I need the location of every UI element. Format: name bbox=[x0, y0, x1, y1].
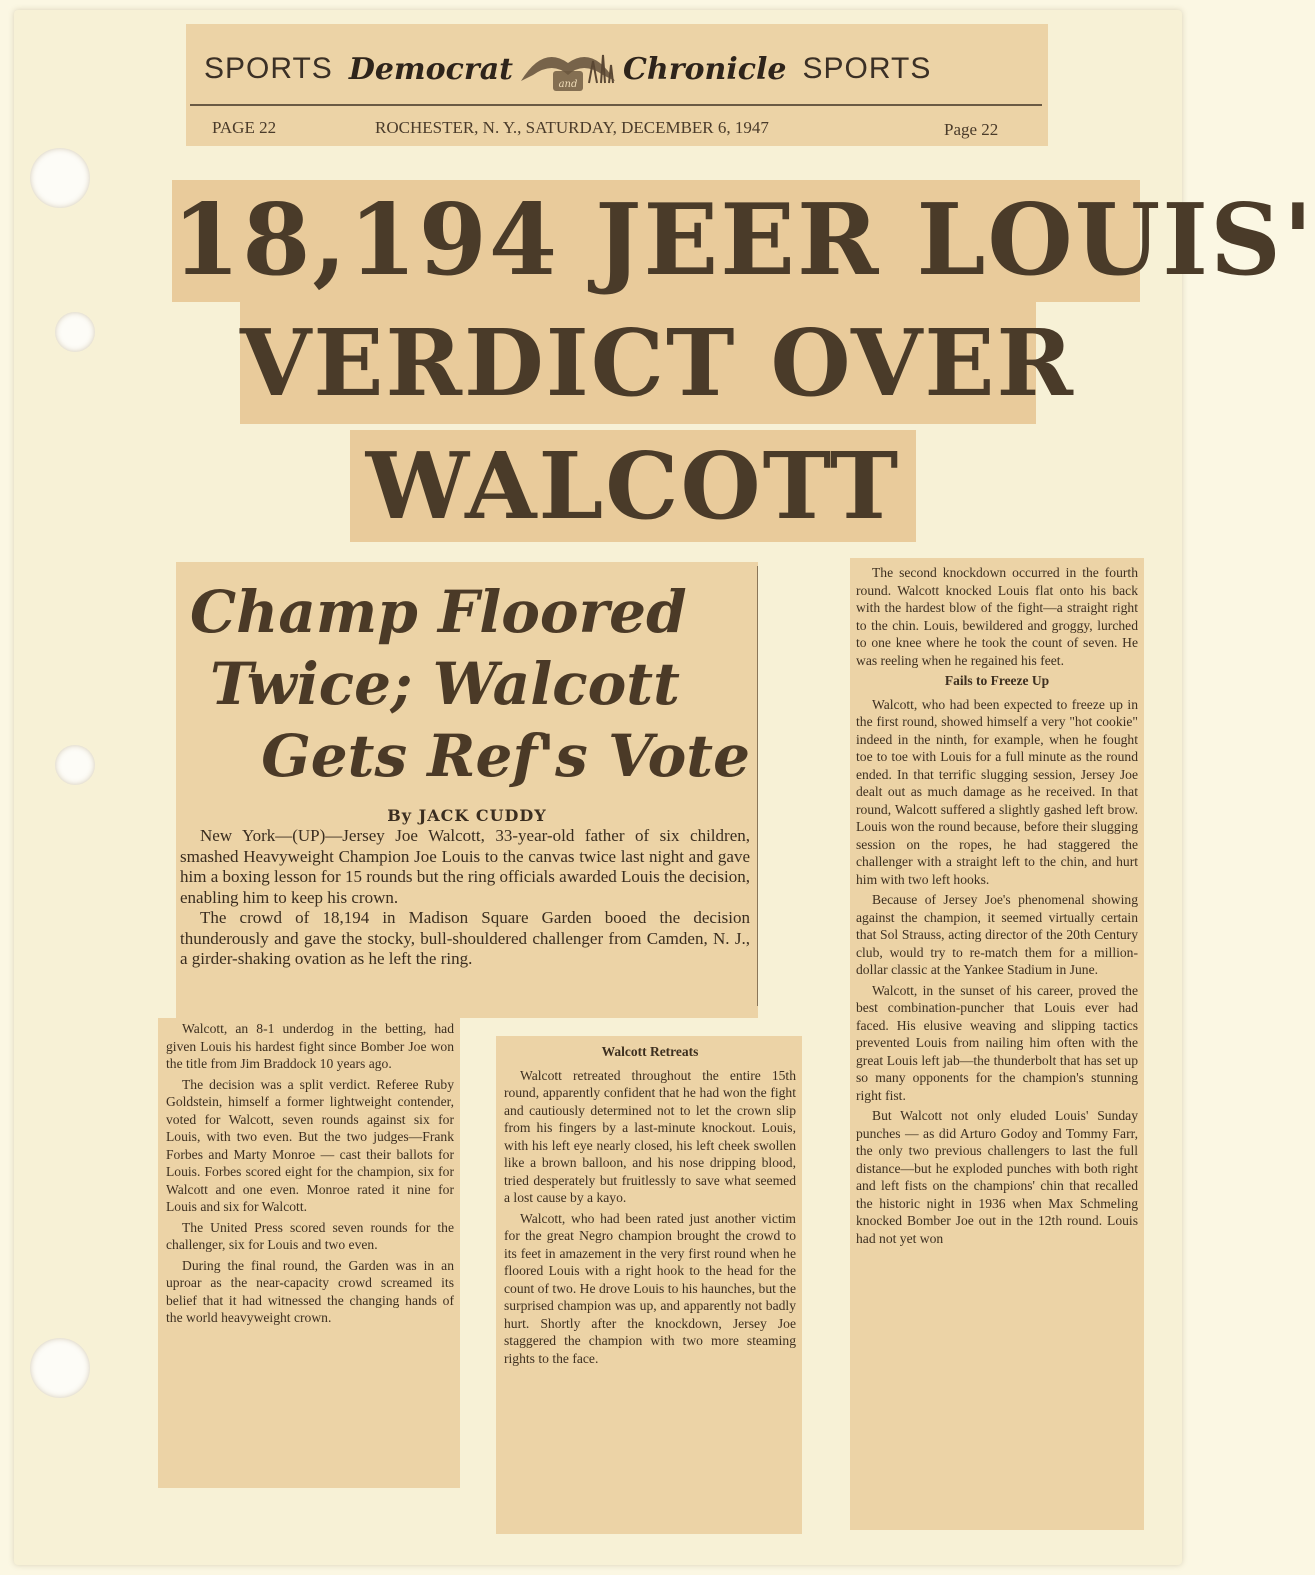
column3-subhead: Fails to Freeze Up bbox=[944, 673, 1050, 688]
lead-paragraph: New York—(UP)—Jersey Joe Walcott, 33-year-old father of six children, smashed Heavyweight Champion Joe Louis to the canvas twice last night and gave him a boxing lesson for 15 rounds but the ring officials awarded Louis the decision, enabling him to keep his crown. bbox=[180, 826, 750, 907]
column-paragraph: The decision was a split verdict. Referee Ruby Goldstein, himself a former lightweight contender, voted for Walcott, seven rounds against six for Louis, with two even. But the two judges—Frank Forbes and Marty Monroe — cast their ballots for Louis. Forbes scored eight for the champion, six for Walcott and one even. Monroe rated it nine for Louis and six for Walcott. bbox=[166, 1076, 454, 1214]
subhead-line-1: Champ Floored bbox=[190, 578, 687, 646]
column-paragraph: Walcott, who had been rated just another victim for the great Negro champion brought the crowd to its feet in amazement in the very first round when he floored Louis with a right hook to the head for the count of two. He drove Louis to his haunches, but the surprised champion was up, and apparently not badly hurt. Shortly after the knockdown, Jersey Joe staggered the champion with two more steaming rights to the face. bbox=[504, 1210, 796, 1366]
page-number-left: PAGE 22 bbox=[212, 118, 277, 137]
byline: By JACK CUDDY bbox=[387, 806, 547, 825]
binder-hole bbox=[30, 1338, 90, 1398]
lead-paragraphs bbox=[180, 826, 750, 970]
column-paragraph: Because of Jersey Joe's phenomenal showing against the champion, it seemed virtually certain that Sol Strauss, acting director of the 20th Century club, would try to re-match them for a million-dollar classic at the Yankee Stadium in June. bbox=[856, 892, 1138, 977]
column-paragraph: Walcott, in the sunset of his career, proved the best combination-puncher that Louis ever had faced. His elusive weaving and slipping tactics prevented Louis from nailing him often with the great Louis left jab—the thunderbolt that has set up so many opponents for the champion's stunning right fist. bbox=[856, 982, 1138, 1103]
dateline: ROCHESTER, N. Y., SATURDAY, DECEMBER 6, 1947 bbox=[375, 118, 769, 137]
binder-hole bbox=[55, 312, 95, 352]
column-2 bbox=[504, 1040, 796, 1370]
masthead-rule bbox=[190, 104, 1042, 106]
subhead-line-2: Twice; Walcott bbox=[210, 650, 680, 718]
page-number-right: Page 22 bbox=[944, 120, 999, 139]
binder-hole bbox=[30, 148, 90, 208]
masthead-name-democrat: Democrat bbox=[348, 51, 514, 87]
column-paragraph: Walcott retreated throughout the entire 15th round, apparently confident that he had won the fight and cautiously determined not to let the crown slip from his fingers by a last-minute knockout. Louis, with his left eye nearly closed, his left cheek swollen like a brown balloon, and his nose dripping blood, tried desperately but fruitlessly to save what seemed a lost cause by a kayo. bbox=[504, 1067, 796, 1205]
binder-hole bbox=[55, 745, 95, 785]
column-rule bbox=[757, 566, 758, 1006]
column-paragraph: Walcott, who had been expected to freeze up in the first round, showed himself a very "hot cookie" indeed in the ninth, for example, when he fought toe to toe with Louis for a full minute as the round ended. In that terrific slugging session, Jersey Joe dealt out as much damage as he received. In that round, Walcott suffered a slightly gashed left brow. Louis won the round because, before their slugging session on the ropes, he had staggered the challenger with a straight left to the chin, and hurt him with two left hooks. bbox=[856, 696, 1138, 887]
column-paragraph: During the final round, the Garden was in an uproar as the near-capacity crowd screamed its belief that it had witnessed the changing hands of the world heavyweight crown. bbox=[166, 1257, 454, 1325]
masthead bbox=[204, 40, 1034, 98]
story-subhead bbox=[190, 576, 750, 792]
masthead-name-chronicle: Chronicle bbox=[623, 51, 787, 87]
masthead-sports-right: SPORTS bbox=[802, 52, 932, 85]
column-3 bbox=[856, 564, 1138, 1250]
column-paragraph: But Walcott not only eluded Louis' Sunday punches — as did Arturo Godoy and Tommy Farr, the only two previous challengers to last the full distance—but he exploded punches with both right and left fists on the champions' chin that recalled the historic night in 1936 when Max Schmeling knocked Bomber Joe out in the 12th round. Louis had not yet won bbox=[856, 1108, 1138, 1246]
column2-subhead: Walcott Retreats bbox=[601, 1044, 699, 1059]
column-1 bbox=[166, 1020, 454, 1330]
masthead-sports-left: SPORTS bbox=[204, 52, 333, 85]
column-paragraph: The United Press scored seven rounds for the challenger, six for Louis and two even. bbox=[166, 1219, 454, 1252]
headline-line-1: 18,194 JEER LOUIS' bbox=[172, 183, 1315, 298]
headline-line-2: VERDICT OVER bbox=[240, 309, 1075, 417]
column-paragraph: The second knockdown occurred in the fourth round. Walcott knocked Louis flat onto his back with the hardest blow of the fight—a straight right to the chin. Louis, bewildered and groggy, lurched to one knee where he took the count of seven. He was reeling when he regained his feet. bbox=[856, 565, 1138, 668]
emblem-text: and bbox=[558, 79, 578, 90]
column-paragraph: Walcott, an 8-1 underdog in the betting, had given Louis his hardest fight since Bomber Joe won the title from Jim Braddock 10 years ago. bbox=[166, 1021, 454, 1071]
subhead-line-3: Gets Ref's Vote bbox=[261, 722, 750, 790]
eagle-emblem-icon bbox=[513, 41, 623, 97]
lead-paragraph: The crowd of 18,194 in Madison Square Garden booed the decision thunderously and gave the stocky, bull-shouldered challenger from Camden, N. J., a girder-shaking ovation as he left the ring. bbox=[180, 908, 750, 968]
headline-line-3: WALCOTT bbox=[365, 432, 901, 540]
